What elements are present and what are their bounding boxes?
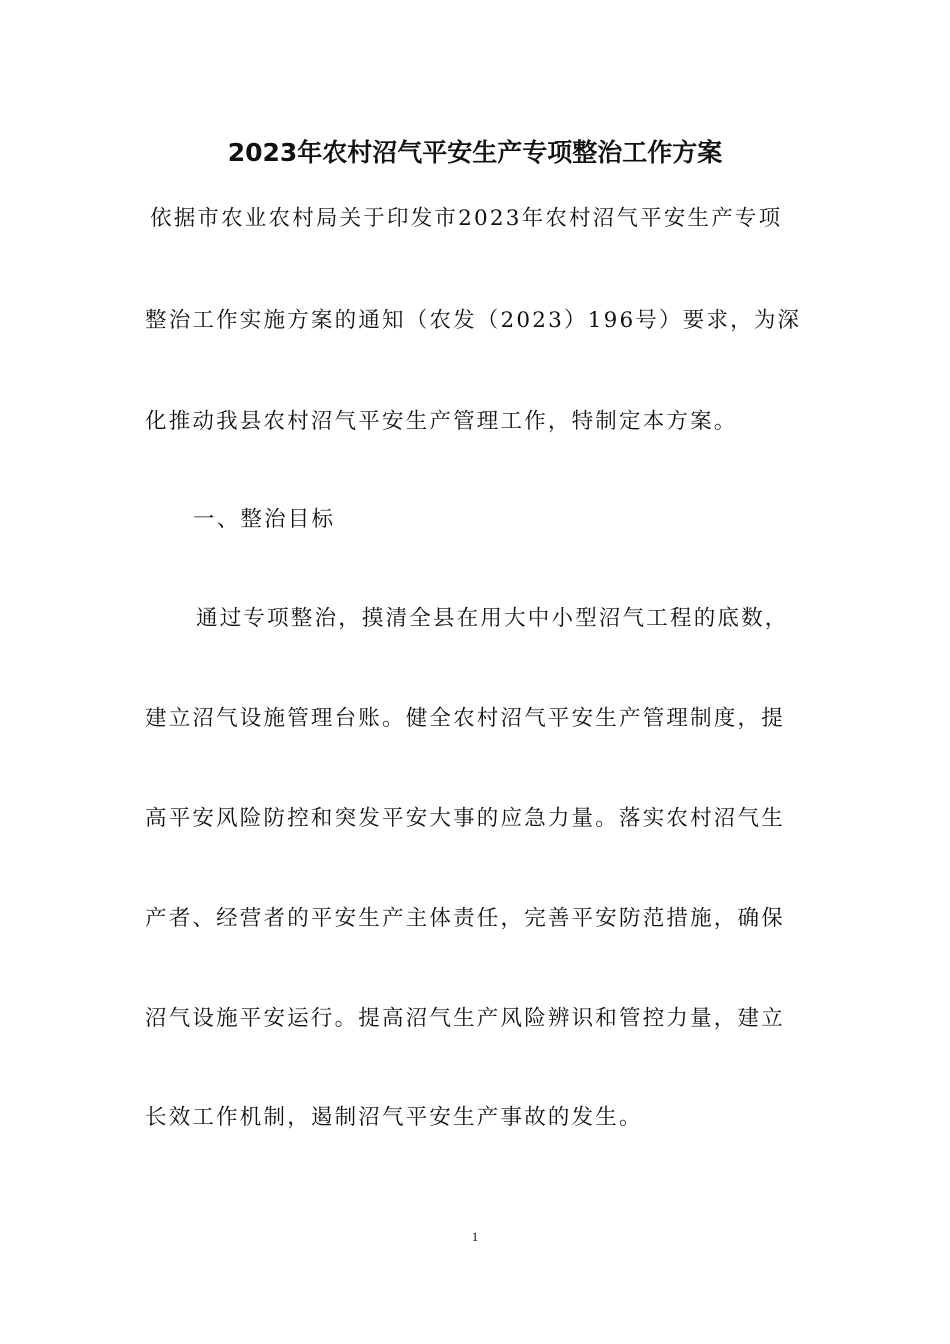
intro-line-3: 化推动我县农村沼气平安生产管理工作，特制定本方案。 [145,409,738,434]
body-line-2: 建立沼气设施管理台账。健全农村沼气平安生产管理制度，提 [145,706,785,731]
body-line-6: 长效工作机制，遏制沼气平安生产事故的发生。 [145,1105,643,1130]
body-line-5: 沼气设施平安运行。提高沼气生产风险辨识和管控力量，建立 [145,1006,785,1031]
section-heading: 一、整治目标 [193,507,336,532]
body-line-1: 通过专项整治，摸清全县在用大中小型沼气工程的底数， [196,606,789,631]
body-line-3: 高平安风险防控和突发平安大事的应急力量。落实农村沼气生 [145,806,785,831]
document-title: 2023年农村沼气平安生产专项整治工作方案 [227,138,723,167]
page-number: 1 [471,1229,479,1244]
body-line-4: 产者、经营者的平安生产主体责任，完善平安防范措施，确保 [145,906,785,931]
intro-line-2: 整治工作实施方案的通知（农发（2023）196号）要求，为深 [145,308,802,333]
intro-line-1: 依据市农业农村局关于印发市2023年农村沼气平安生产专项 [150,206,783,231]
